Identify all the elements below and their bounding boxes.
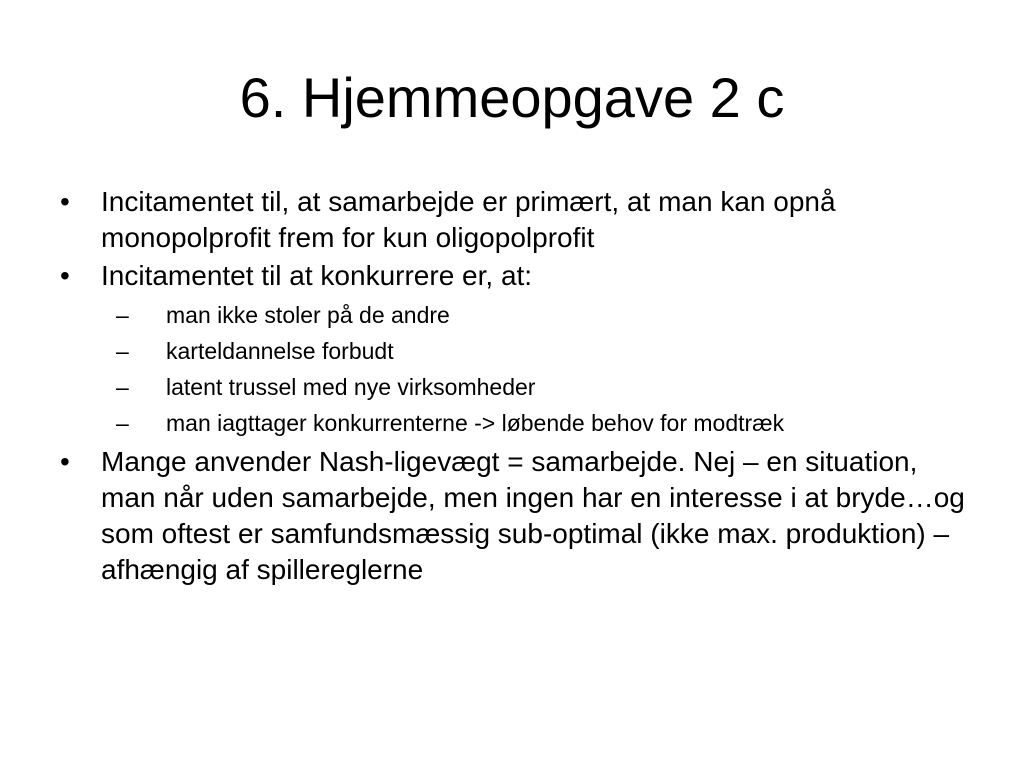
sub-bullet-marker: – — [116, 338, 129, 364]
slide-title: 6. Hjemmeopgave 2 c — [239, 66, 785, 129]
sub-bullet-marker: – — [116, 410, 129, 436]
bullet-marker: • — [60, 260, 70, 291]
sub-bullet-text: man ikke stoler på de andre — [166, 302, 450, 328]
sub-bullet-marker: – — [116, 374, 129, 400]
bullet-marker: • — [60, 186, 70, 217]
sub-bullet-marker: – — [116, 302, 129, 328]
sub-bullet-text: karteldannelse forbudt — [166, 338, 394, 364]
sub-bullet-item — [56, 300, 966, 330]
sub-bullet-item — [56, 336, 966, 366]
bullet-text: Incitamentet til at konkurrere er, at: — [101, 260, 533, 291]
sub-bullet-item — [56, 372, 966, 402]
bullet-item — [56, 184, 966, 256]
sub-list — [56, 300, 966, 438]
bullet-item — [56, 444, 966, 588]
bullet-text: Mange anvender Nash-ligevægt = samarbejde. Nej – en situation, man når uden samarbejde, men ingen har en interesse i at bryde…og som oftest er samfundsmæssig sub-optimal (ikke max. produktion) – afhængig af spillereglerne — [101, 446, 965, 585]
sub-bullet-item — [56, 408, 966, 438]
bullet-item — [56, 258, 966, 294]
bullet-marker: • — [60, 446, 70, 477]
bullet-text: Incitamentet til, at samarbejde er primært, at man kan opnå monopolprofit frem for kun oligopolprofit — [101, 186, 836, 253]
sub-bullet-text: man iagttager konkurrenterne -> løbende behov for modtræk — [166, 410, 785, 436]
sub-bullet-text: latent trussel med nye virksomheder — [166, 374, 536, 400]
slide-body — [56, 184, 966, 590]
